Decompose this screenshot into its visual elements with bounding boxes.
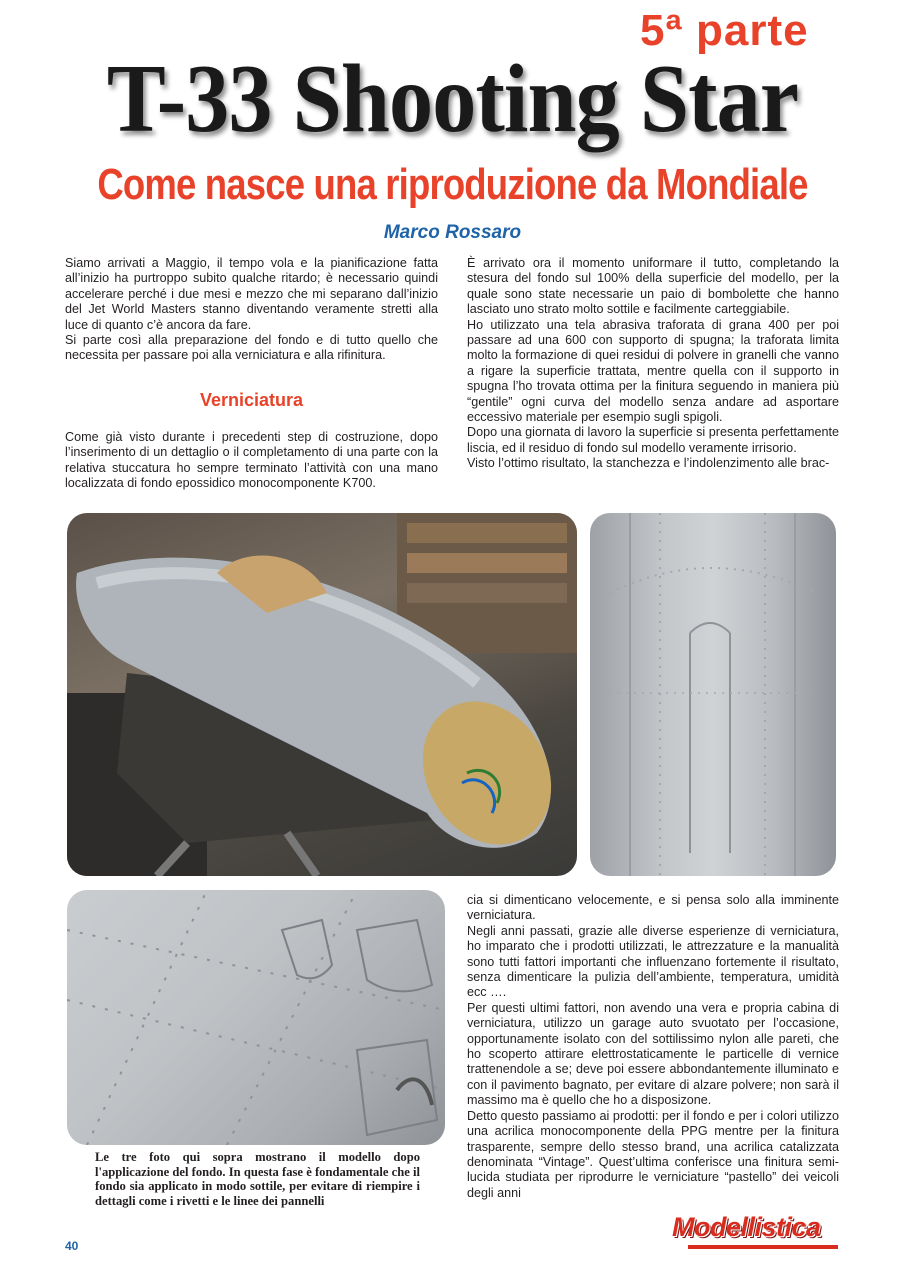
magazine-logo xyxy=(672,1212,842,1250)
article-author: Marco Rossaro xyxy=(383,222,522,243)
rivet-panel-illustration xyxy=(590,513,836,876)
text-column-1b xyxy=(65,430,438,492)
logo-text: Modellistica xyxy=(672,1212,821,1242)
section-heading: Verniciatura xyxy=(199,390,304,410)
article-title: T-33 Shooting Star xyxy=(106,45,799,153)
text-column-2 xyxy=(467,256,839,472)
paragraph: Per questi ultimi fattori, non avendo una vera e propria cabina di verniciatura, utilizzo un garage auto svuotato per l’occasione, opportunamente isolato con del sottilissimo nylon alle pareti, che ho scoperto attirare elettrostaticamente le particelle di vernice trattenendole a se; deve poi essere abbondantemente illuminato e con il pavimento bagnato, per evitare di alzare polvere; non sarà il massimo ma è quello che ho a disposizone. xyxy=(467,1000,839,1108)
text-column-1 xyxy=(65,256,438,364)
photo-fuselage-top-view xyxy=(590,513,836,876)
logo-underline xyxy=(688,1245,838,1249)
paragraph: Visto l’ottimo risultato, la stanchezza e l’indolenzimento alle brac- xyxy=(467,456,830,471)
photo-caption: Le tre foto qui sopra mostrano il modello dopo l'applicazione del fondo. In questa fase è fondamentale che il fondo sia applicato in modo sottile, per evitare di riempire i dettagli come i rivetti e le linee dei pannelli xyxy=(95,1150,420,1208)
paragraph: Dopo una giornata di lavoro la superficie si presenta perfettamente liscia, ed il residuo di fondo sul modello veramente irrisorio. xyxy=(467,425,839,455)
paragraph: È arrivato ora il momento uniformare il tutto, completando la stesura del fondo sul 100% della superficie del modello, per la quale sono state necessarie un paio di bombolette che hanno lasciato uno strato molto sottile e facilmente carteggiabile. xyxy=(467,256,839,317)
text-column-3 xyxy=(467,893,839,1201)
rivet-closeup-illustration xyxy=(67,890,445,1145)
paragraph: Siamo arrivati a Maggio, il tempo vola e la pianificazione fatta all’inizio ha purtroppo subito qualche ritardo; è necessario quindi accelerare perché i due mesi e mezzo che mi separano dall’inizio del Jet World Masters stanno diventando veramente stretti alla luce di quanto c’è ancora da fare. xyxy=(65,256,438,332)
photo-fuselage-on-stand xyxy=(67,513,577,876)
photo-rivet-closeup xyxy=(67,890,445,1145)
paragraph: Negli anni passati, grazie alle diverse esperienze di verniciatura, ho imparato che i prodotti utilizzati, le attrezzature e la manualità sono tutti fattori importanti che influenzano fortemente il risultato, senza dimenticare la pulizia dell’ambiente, temperatura, umidità ecc …. xyxy=(467,923,839,1000)
paragraph: Si parte così alla preparazione del fondo e di tutto quello che necessita per passare poi alla verniciatura e alla rifinitura. xyxy=(65,333,438,363)
fuselage-illustration xyxy=(67,513,577,876)
paragraph: cia si dimenticano velocemente, e si pensa solo alla imminente verniciatura. xyxy=(467,893,839,923)
paragraph: Detto questo passiamo ai prodotti: per il fondo e per i colori utilizzo una acrilica monocomponente della PPG mentre per la finitura trasparente, sempre dello stesso brand, una acrilica catalizzata denominata “Vintage”. Quest’ultima conferisce una finitura semi-lucida studiata per riprodurre le verniciature “pastello” dei veicoli degli anni xyxy=(467,1108,839,1200)
part-number: 5ª parte xyxy=(640,6,809,55)
paragraph: Come già visto durante i precedenti step di costruzione, dopo l’inserimento di un dettaglio o il completamento di una parte con la relativa stuccatura ho sempre terminato l’attività con una mano localizzata di fondo epossidico monocomponente K700. xyxy=(65,430,438,491)
paragraph: Ho utilizzato una tela abrasiva traforata di grana 400 per poi passare ad una 600 con supporto di spugna; la traforata limita molto la formazione di quei residui di polvere in granelli che vanno a rigare la superficie trattata, mentre quella con il supporto in spugna l’ho trovata ottima per la finitura seguendo in maniera più “gentile” ogni curva del modello senza andare ad asportare eccessivo materiale per esempio sugli spigoli. xyxy=(467,317,839,425)
page-number: 40 xyxy=(65,1239,79,1253)
article-subtitle: Come nasce una riproduzione da Mondiale xyxy=(97,160,808,209)
